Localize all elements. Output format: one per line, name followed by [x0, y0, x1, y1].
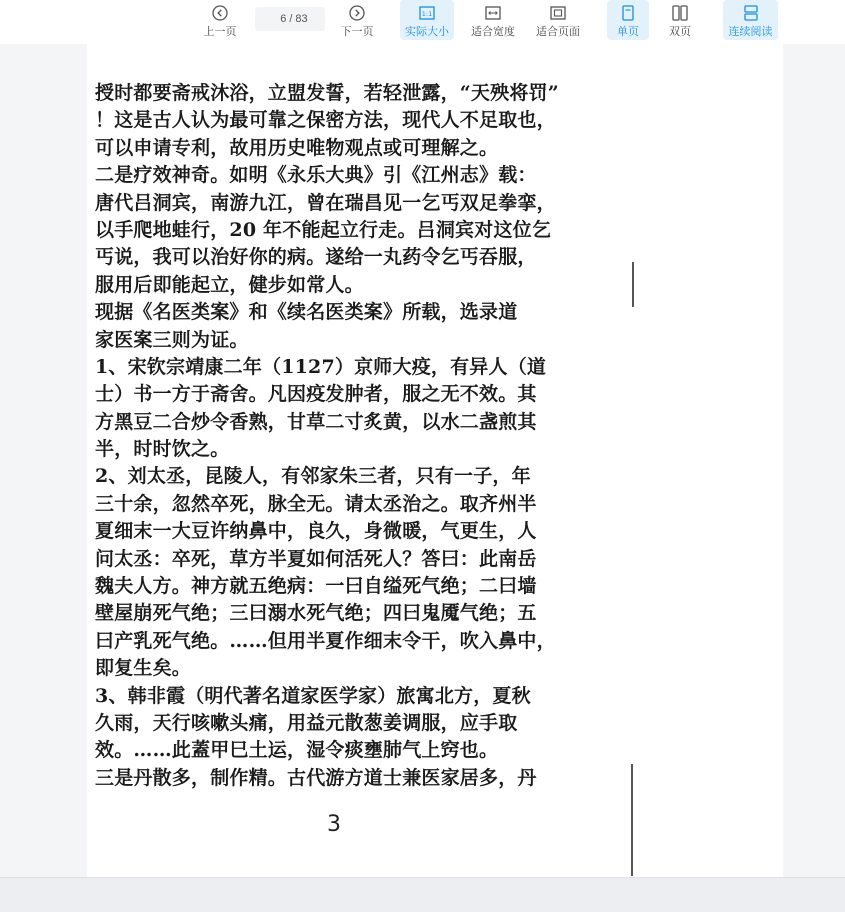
single-page-label: 单页	[617, 26, 639, 38]
page-text	[95, 80, 595, 792]
text-line: 二是疗效神奇。如明《永乐大典》引《江州志》载：	[95, 164, 537, 187]
fit-width-label: 适合宽度	[471, 26, 515, 38]
bottom-bar	[0, 877, 845, 912]
actual-size-button[interactable]	[400, 0, 454, 40]
text-line: 3、韩非霞（明代著名道家医学家）旅寓北方，夏秋	[95, 684, 531, 707]
fit-page-icon	[549, 4, 567, 22]
text-line: 可以申请专利，故用历史唯物观点或可理解之。	[95, 136, 499, 159]
text-line: 家医案三则为证。	[95, 328, 249, 351]
text-line: 三是丹散多，制作精。古代游方道士兼医家居多，丹	[95, 766, 537, 789]
chevron-right-circle-icon	[348, 4, 366, 22]
page-indicator	[255, 7, 325, 31]
text-line: 丐说，我可以治好你的病。遂给一丸药令乞丐吞服，	[95, 246, 537, 269]
single-page-button[interactable]	[607, 0, 649, 40]
single-page-icon	[619, 4, 637, 22]
text-line: 效。……此蓋甲巳土运，湿令痰壅肺气上窍也。	[95, 739, 499, 762]
actual-size-label: 实际大小	[405, 26, 449, 38]
svg-text:1:1: 1:1	[421, 10, 433, 18]
prev-page-button[interactable]	[200, 0, 240, 40]
double-page-label: 双页	[669, 26, 691, 38]
scan-artifact-line	[632, 262, 634, 307]
text-line: 久雨，天行咳嗽头痛，用益元散葱姜调服，应手取	[95, 711, 518, 734]
prev-page-label: 上一页	[203, 26, 237, 38]
text-line: 半，时时饮之。	[95, 438, 230, 461]
viewer-margin	[783, 44, 845, 877]
chevron-left-circle-icon	[211, 4, 229, 22]
fit-width-button[interactable]	[467, 0, 519, 40]
text-line: 魏夫人方。神方就五绝病：一曰自缢死气绝；二曰墙	[95, 575, 537, 598]
text-line: 壁屋崩死气绝；三曰溺水死气绝；四曰鬼魇气绝；五	[95, 602, 537, 625]
next-page-label: 下一页	[340, 26, 374, 38]
next-page-button[interactable]	[337, 0, 377, 40]
text-line: 服用后即能起立，健步如常人。	[95, 273, 364, 296]
text-line: 问太丞：卒死，草方半夏如何活死人？答曰：此南岳	[95, 547, 537, 570]
text-line: 唐代吕洞宾，南游九江，曾在瑞昌见一乞丐双足拳挛，	[95, 191, 556, 214]
document-page	[87, 44, 783, 877]
text-line: 即复生矣。	[95, 657, 192, 680]
fit-width-icon	[484, 4, 502, 22]
total-pages: / 83	[289, 13, 308, 25]
text-line: 1、宋钦宗靖康二年（1127）京师大疫，有异人（道	[95, 355, 547, 378]
double-page-button[interactable]	[659, 0, 701, 40]
text-line: 三十余，忽然卒死，脉全无。请太丞治之。取齐州半	[95, 492, 537, 515]
text-line: ！这是古人认为最可靠之保密方法，现代人不足取也，	[95, 109, 556, 132]
toolbar	[0, 0, 845, 44]
continuous-reading-icon	[742, 4, 760, 22]
page-number-input[interactable]	[272, 13, 286, 25]
fit-page-label: 适合页面	[536, 26, 580, 38]
text-line: 夏细末一大豆许纳鼻中，良久，身微暖，气更生，人	[95, 520, 537, 543]
text-line: 授时都要斋戒沐浴，立盟发誓，若轻泄露，“天殃将罚”	[95, 82, 559, 104]
text-line: 曰产乳死气绝。……但用半夏作细末令干，吹入鼻中，	[95, 629, 556, 652]
text-line: 士）书一方于斋舍。凡因疫发肿者，服之无不效。其	[95, 383, 537, 406]
page-number: 3	[327, 812, 341, 837]
text-line: 现据《名医类案》和《续名医类案》所载，选录道	[95, 301, 518, 324]
scan-artifact-line	[631, 764, 633, 876]
text-line: 2、刘太丞，昆陵人，有邻家朱三者，只有一子，年	[95, 465, 531, 488]
fit-page-button[interactable]	[532, 0, 584, 40]
continuous-reading-label: 连续阅读	[728, 26, 773, 38]
text-line: 方黑豆二合炒令香熟，甘草二寸炙黄，以水二盏煎其	[95, 410, 537, 433]
text-line: 以手爬地蛙行，20 年不能起立行走。吕洞宾对这位乞	[95, 218, 552, 241]
continuous-reading-button[interactable]	[723, 0, 778, 40]
document-viewer[interactable]	[0, 44, 845, 877]
actual-size-icon	[418, 4, 436, 22]
double-page-icon	[671, 4, 689, 22]
